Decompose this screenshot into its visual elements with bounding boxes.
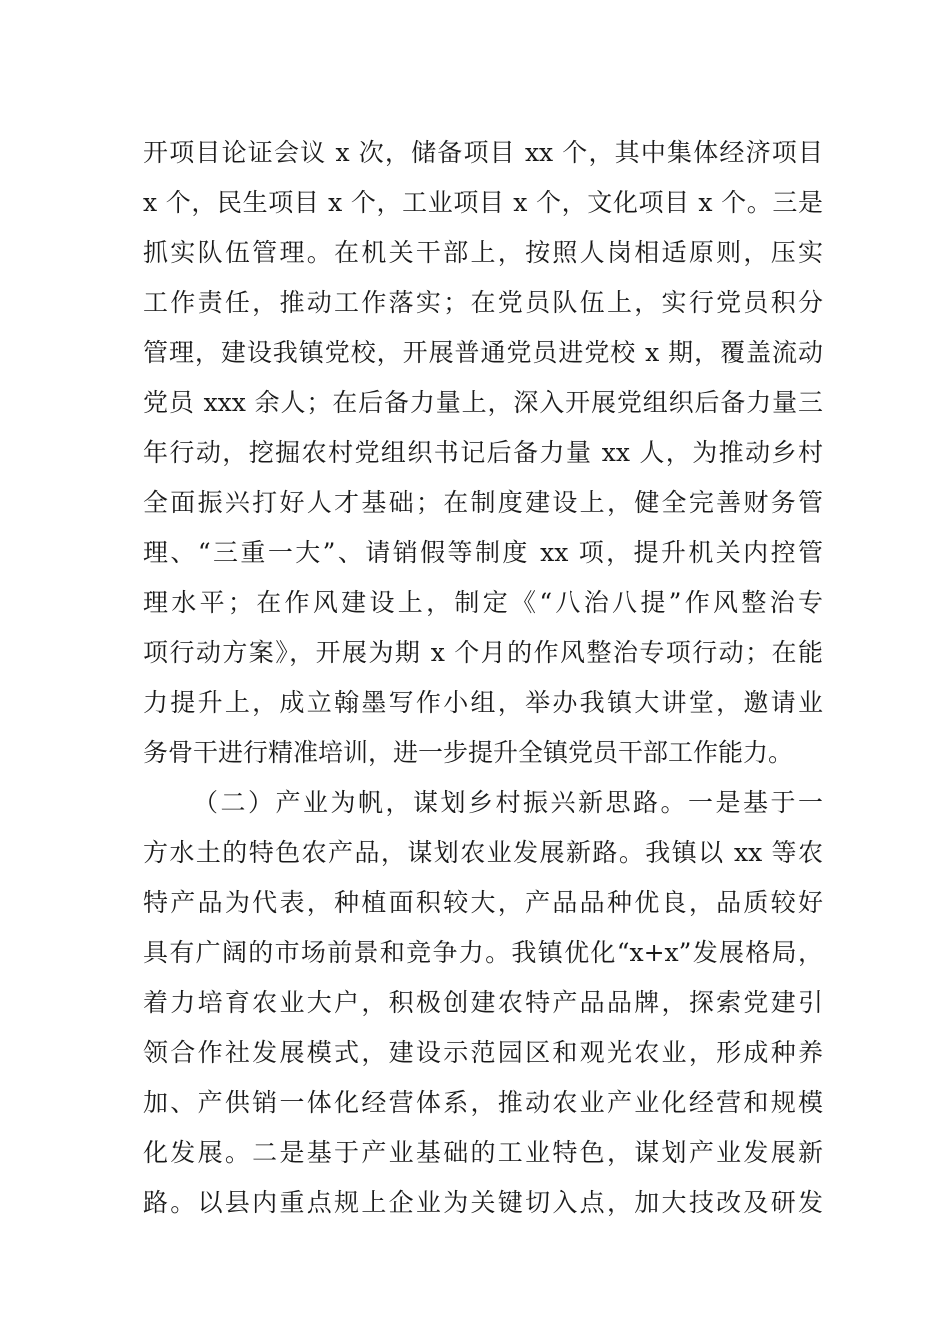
text-line-10: 理水平；在作风建设上，制定《“八治八提”作风整治专 <box>143 588 823 617</box>
text-line-18: 着力培育农业大户，积极创建农特产品品牌，探索党建引 <box>143 988 823 1017</box>
text-line-5: 管理，建设我镇党校，开展普通党员进党校 x 期，覆盖流动 <box>143 338 823 367</box>
text-line-8: 全面振兴打好人才基础；在制度建设上，健全完善财务管 <box>143 488 823 517</box>
body-text <box>143 128 823 1228</box>
text-line-21: 化发展。二是基于产业基础的工业特色，谋划产业发展新 <box>143 1138 823 1167</box>
text-line-1: 开项目论证会议 x 次，储备项目 xx 个，其中集体经济项目 <box>143 138 823 167</box>
text-line-20: 加、产供销一体化经营体系，推动农业产业化经营和规模 <box>143 1088 823 1117</box>
text-line-15: 方水土的特色农产品，谋划农业发展新路。我镇以 xx 等农 <box>143 838 823 867</box>
text-line-17: 具有广阔的市场前景和竞争力。我镇优化“x+x”发展格局， <box>143 938 823 967</box>
text-line-13: 务骨干进行精准培训，进一步提升全镇党员干部工作能力。 <box>143 738 794 767</box>
text-line-2: x 个，民生项目 x 个，工业项目 x 个，文化项目 x 个。三是 <box>143 188 823 217</box>
text-line-9: 理、“三重一大”、请销假等制度 xx 项，提升机关内控管 <box>143 538 823 567</box>
text-line-12: 力提升上，成立翰墨写作小组，举办我镇大讲堂，邀请业 <box>143 688 823 717</box>
text-line-19: 领合作社发展模式，建设示范园区和观光农业，形成种养 <box>143 1038 823 1067</box>
text-line-11: 项行动方案》，开展为期 x 个月的作风整治专项行动；在能 <box>143 638 823 667</box>
text-line-4: 工作责任，推动工作落实；在党员队伍上，实行党员积分 <box>143 288 823 317</box>
text-line-7: 年行动，挖掘农村党组织书记后备力量 xx 人，为推动乡村 <box>143 438 823 467</box>
text-line-6: 党员 xxx 余人；在后备力量上，深入开展党组织后备力量三 <box>143 388 823 417</box>
section-heading-line: （二）产业为帆，谋划乡村振兴新思路。一是基于一 <box>193 788 823 817</box>
text-line-3: 抓实队伍管理。在机关干部上，按照人岗相适原则，压实 <box>143 238 823 267</box>
text-line-22: 路。以县内重点规上企业为关键切入点，加大技改及研发 <box>143 1188 823 1217</box>
text-line-16: 特产品为代表，种植面积较大，产品品种优良，品质较好 <box>143 888 823 917</box>
